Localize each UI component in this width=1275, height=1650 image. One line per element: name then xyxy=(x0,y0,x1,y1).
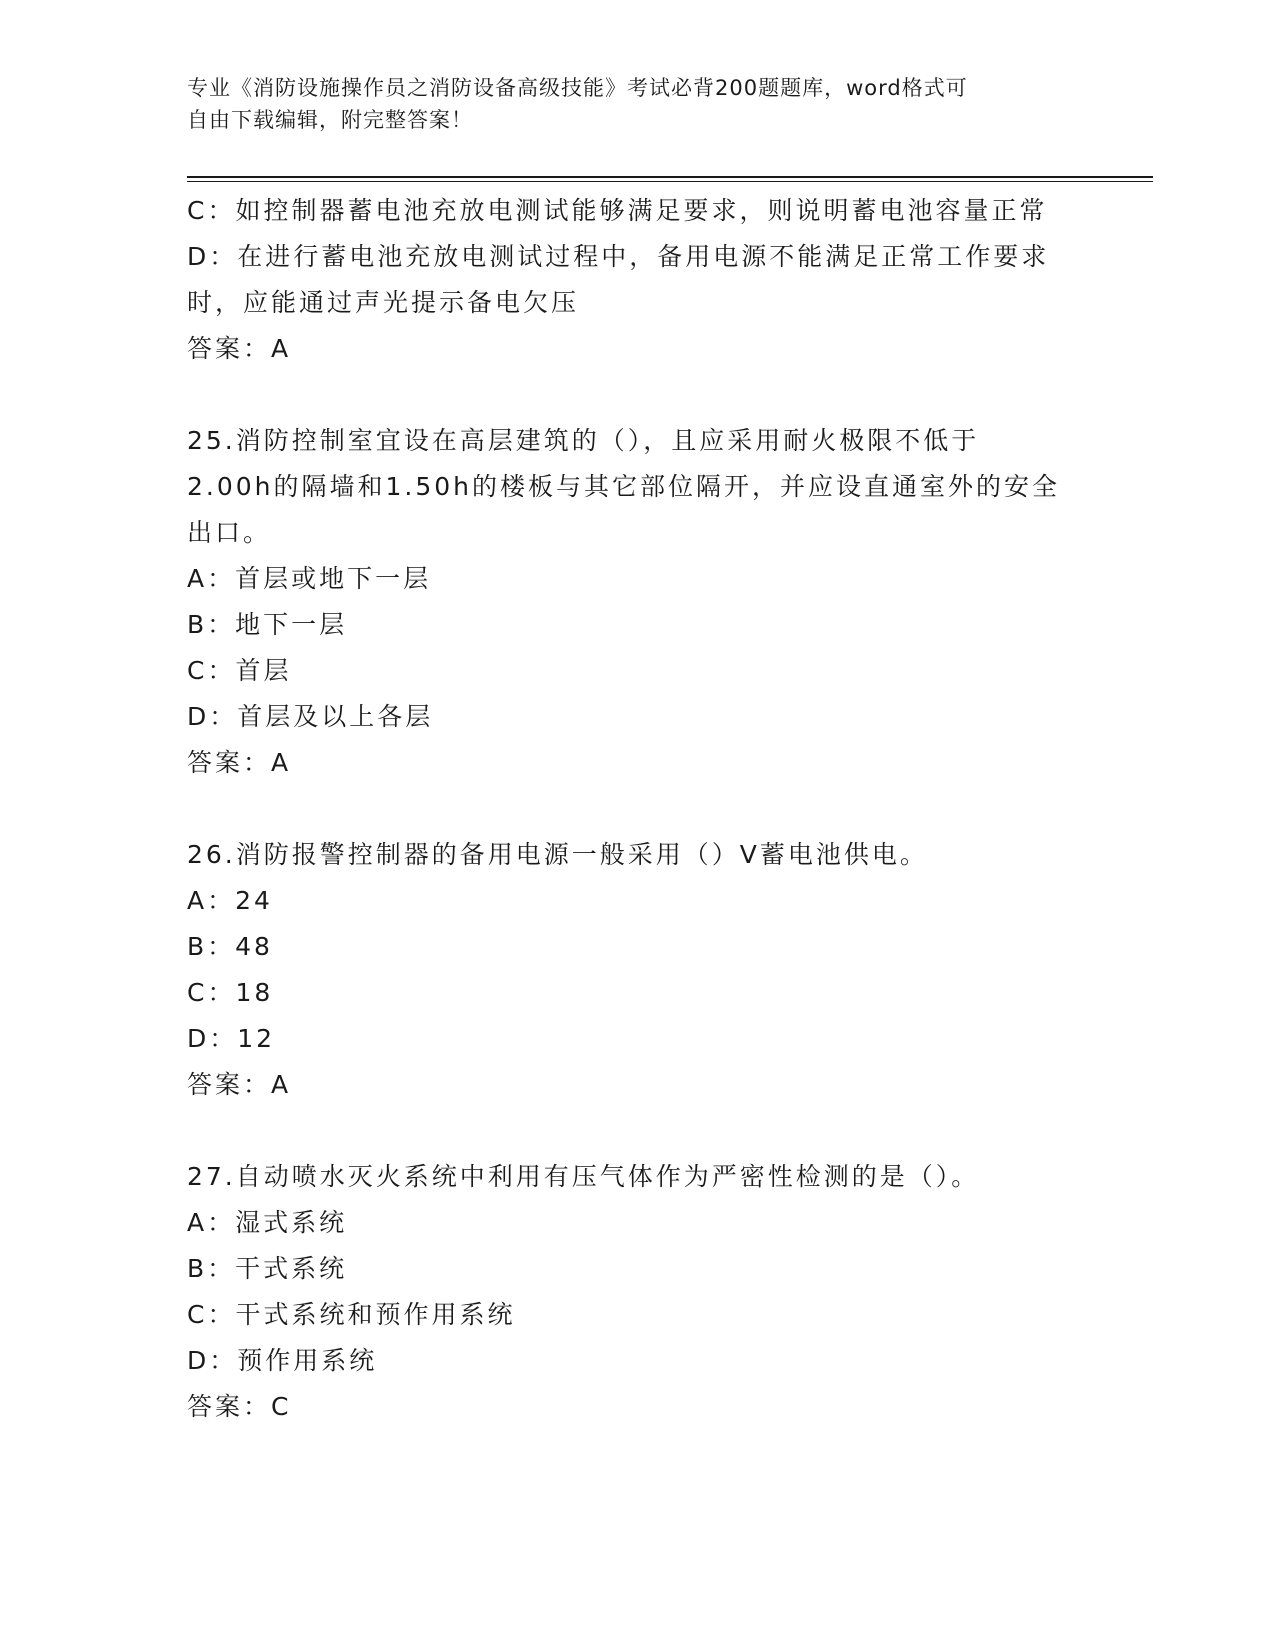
option-b: B：地下一层 xyxy=(187,610,348,639)
option-c: C：干式系统和预作用系统 xyxy=(187,1300,516,1329)
question-stem: 26.消防报警控制器的备用电源一般采用（）V蓄电池供电。 xyxy=(187,840,928,869)
option-c: C：18 xyxy=(187,978,274,1007)
option-d: D：在进行蓄电池充放电测试过程中，备用电源不能满足正常工作要求 xyxy=(187,242,1050,271)
answer: 答案：A xyxy=(187,334,292,363)
header-line-1: 专业《消防设施操作员之消防设备高级技能》考试必背200题题库，word格式可 xyxy=(187,76,968,100)
question-block-26 xyxy=(187,832,1087,1108)
document-body xyxy=(187,188,1087,1430)
option-a: A：首层或地下一层 xyxy=(187,564,432,593)
option-d: D：12 xyxy=(187,1024,276,1053)
document-header xyxy=(187,72,1087,136)
question-block-prev xyxy=(187,188,1087,372)
option-c: C：首层 xyxy=(187,656,292,685)
option-d-continued: 时，应能通过声光提示备电欠压 xyxy=(187,288,580,317)
answer: 答案：A xyxy=(187,748,292,777)
option-a: A：24 xyxy=(187,886,273,915)
spacer xyxy=(187,372,1087,418)
question-block-27 xyxy=(187,1154,1087,1430)
option-c: C：如控制器蓄电池充放电测试能够满足要求，则说明蓄电池容量正常 xyxy=(187,196,1048,225)
header-line-2: 自由下载编辑，附完整答案！ xyxy=(187,108,473,132)
option-d: D：首层及以上各层 xyxy=(187,702,434,731)
spacer xyxy=(187,786,1087,832)
answer: 答案：A xyxy=(187,1070,292,1099)
header-divider-thick xyxy=(187,176,1153,178)
question-stem: 25.消防控制室宜设在高层建筑的（），且应采用耐火极限不低于 xyxy=(187,426,980,455)
question-stem-continued: 2.00h的隔墙和1.50h的楼板与其它部位隔开，并应设直通室外的安全 xyxy=(187,472,1061,501)
option-b: B：48 xyxy=(187,932,273,961)
option-b: B：干式系统 xyxy=(187,1254,348,1283)
option-a: A：湿式系统 xyxy=(187,1208,348,1237)
option-d: D：预作用系统 xyxy=(187,1346,378,1375)
question-stem-continued: 出口。 xyxy=(187,518,272,547)
answer: 答案：C xyxy=(187,1392,292,1421)
question-stem: 27.自动喷水灭火系统中利用有压气体作为严密性检测的是（）。 xyxy=(187,1162,980,1191)
question-block-25 xyxy=(187,418,1087,786)
header-divider-thin xyxy=(187,181,1153,182)
spacer xyxy=(187,1108,1087,1154)
